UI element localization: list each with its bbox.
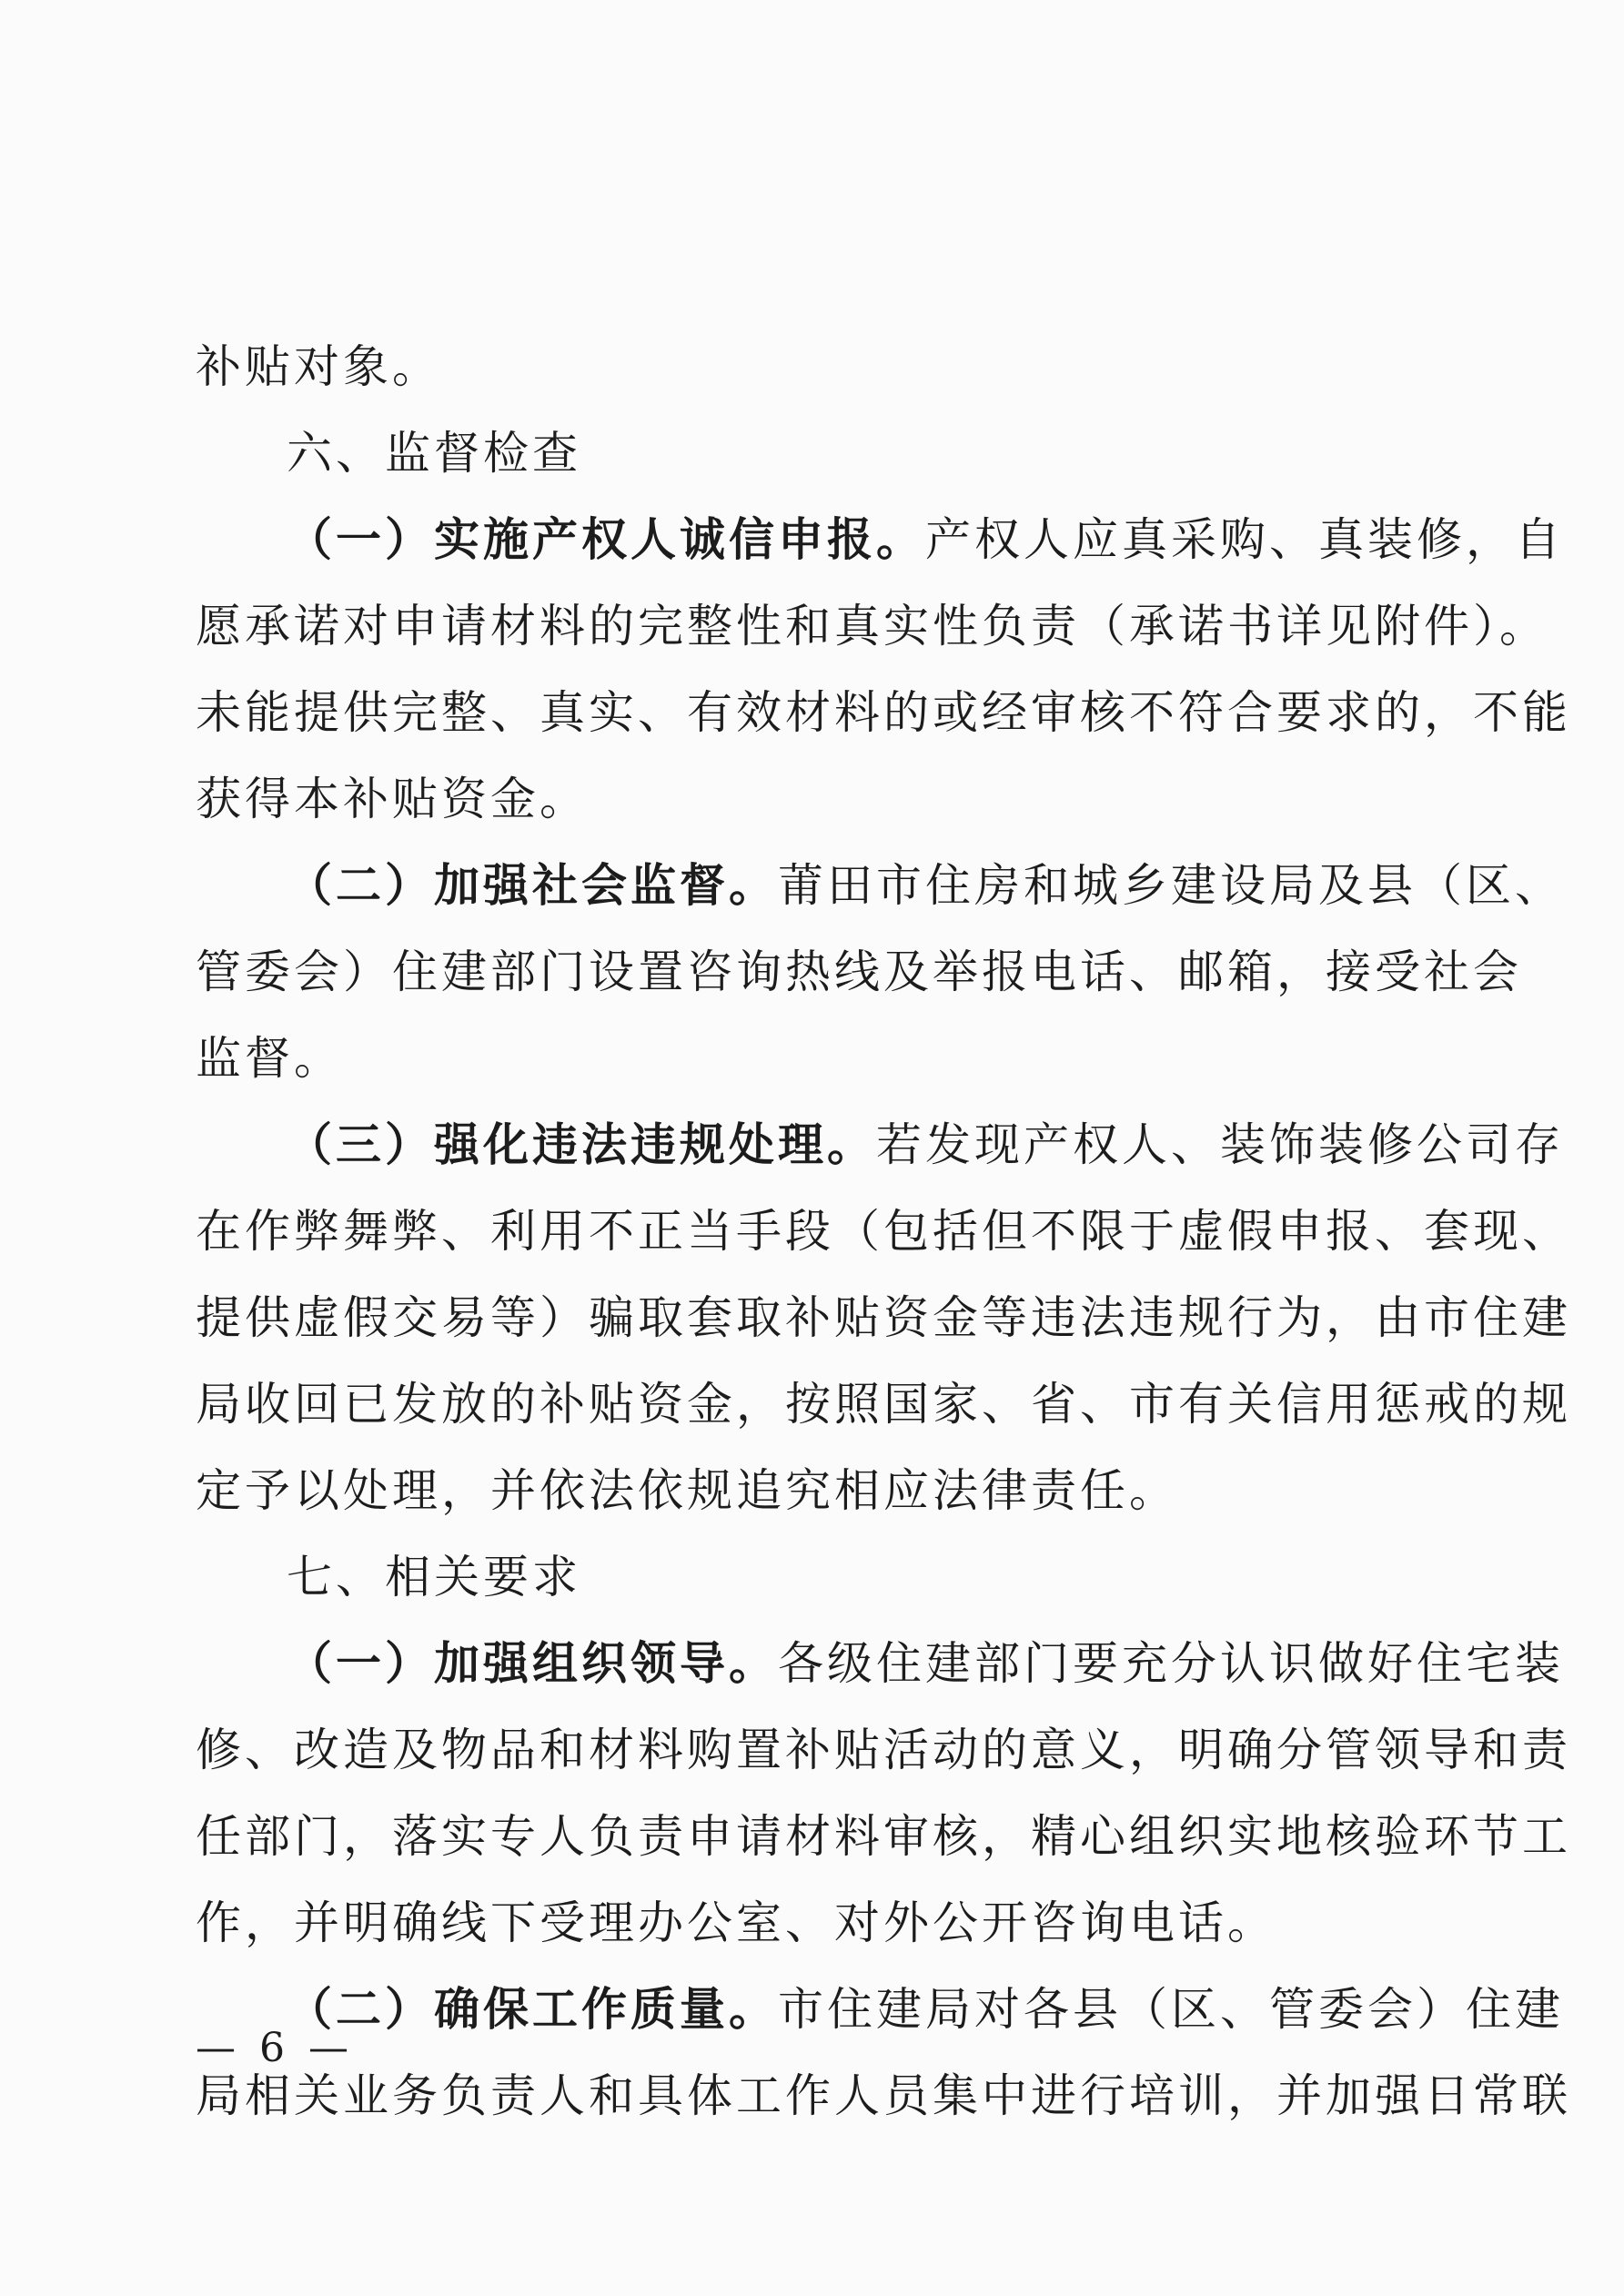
section-heading-7: 七、相关要求 xyxy=(287,1551,581,1603)
paragraph-lead: （二）确保工作质量。 xyxy=(287,1983,778,2036)
section-heading-6: 六、监督检查 xyxy=(287,427,581,480)
paragraph-text: 各级住建部门要充分认识做好住宅装 xyxy=(778,1637,1564,1690)
paragraph-line: 提供虚假交易等）骗取套取补贴资金等违法违规行为，由市住建 xyxy=(196,1291,1571,1344)
paragraph-line: 监督。 xyxy=(196,1032,343,1085)
paragraph-line xyxy=(196,843,1564,929)
paragraph-lead: （三）强化违法违规处理。 xyxy=(287,1118,876,1171)
paragraph-line xyxy=(196,1102,1564,1188)
paragraph-text: 产权人应真采购、真装修，自 xyxy=(925,513,1564,566)
paragraph-lead: （一）加强组织领导。 xyxy=(287,1637,778,1690)
paragraph-text: 莆田市住房和城乡建设局及县（区、 xyxy=(778,859,1564,912)
paragraph-line: 修、改造及物品和材料购置补贴活动的意义，明确分管领导和责 xyxy=(196,1724,1571,1776)
paragraph-line: 未能提供完整、真实、有效材料的或经审核不符合要求的，不能 xyxy=(196,686,1571,739)
paragraph-line xyxy=(196,497,1564,583)
paragraph-line: 管委会）住建部门设置咨询热线及举报电话、邮箱，接受社会 xyxy=(196,946,1522,998)
paragraph-line: 局相关业务负责人和具体工作人员集中进行培训，并加强日常联 xyxy=(196,2069,1571,2122)
paragraph-line xyxy=(196,1967,1564,2053)
page-number: — 6 — xyxy=(196,2025,354,2071)
paragraph-lead: （一）实施产权人诚信申报。 xyxy=(287,513,925,566)
paragraph-lead: （二）加强社会监督。 xyxy=(287,859,778,912)
paragraph-text: 若发现产权人、装饰装修公司存 xyxy=(876,1118,1564,1171)
paragraph-line: 定予以处理，并依法依规追究相应法律责任。 xyxy=(196,1464,1178,1517)
paragraph-line: 任部门，落实专人负责申请材料审核，精心组织实地核验环节工 xyxy=(196,1810,1571,1863)
paragraph-text: 市住建局对各县（区、管委会）住建 xyxy=(778,1983,1564,2036)
continuation-line: 补贴对象。 xyxy=(196,340,441,393)
paragraph-line: 愿承诺对申请材料的完整性和真实性负责（承诺书详见附件）。 xyxy=(196,600,1548,652)
body-text xyxy=(196,324,1571,2139)
paragraph-line: 局收回已发放的补贴资金，按照国家、省、市有关信用惩戒的规 xyxy=(196,1378,1571,1431)
paragraph-line: 在作弊舞弊、利用不正当手段（包括但不限于虚假申报、套现、 xyxy=(196,1205,1571,1258)
paragraph-line: 作，并明确线下受理办公室、对外公开咨询电话。 xyxy=(196,1896,1276,1949)
paragraph-line: 获得本补贴资金。 xyxy=(196,773,589,825)
paragraph-line xyxy=(196,1621,1564,1707)
